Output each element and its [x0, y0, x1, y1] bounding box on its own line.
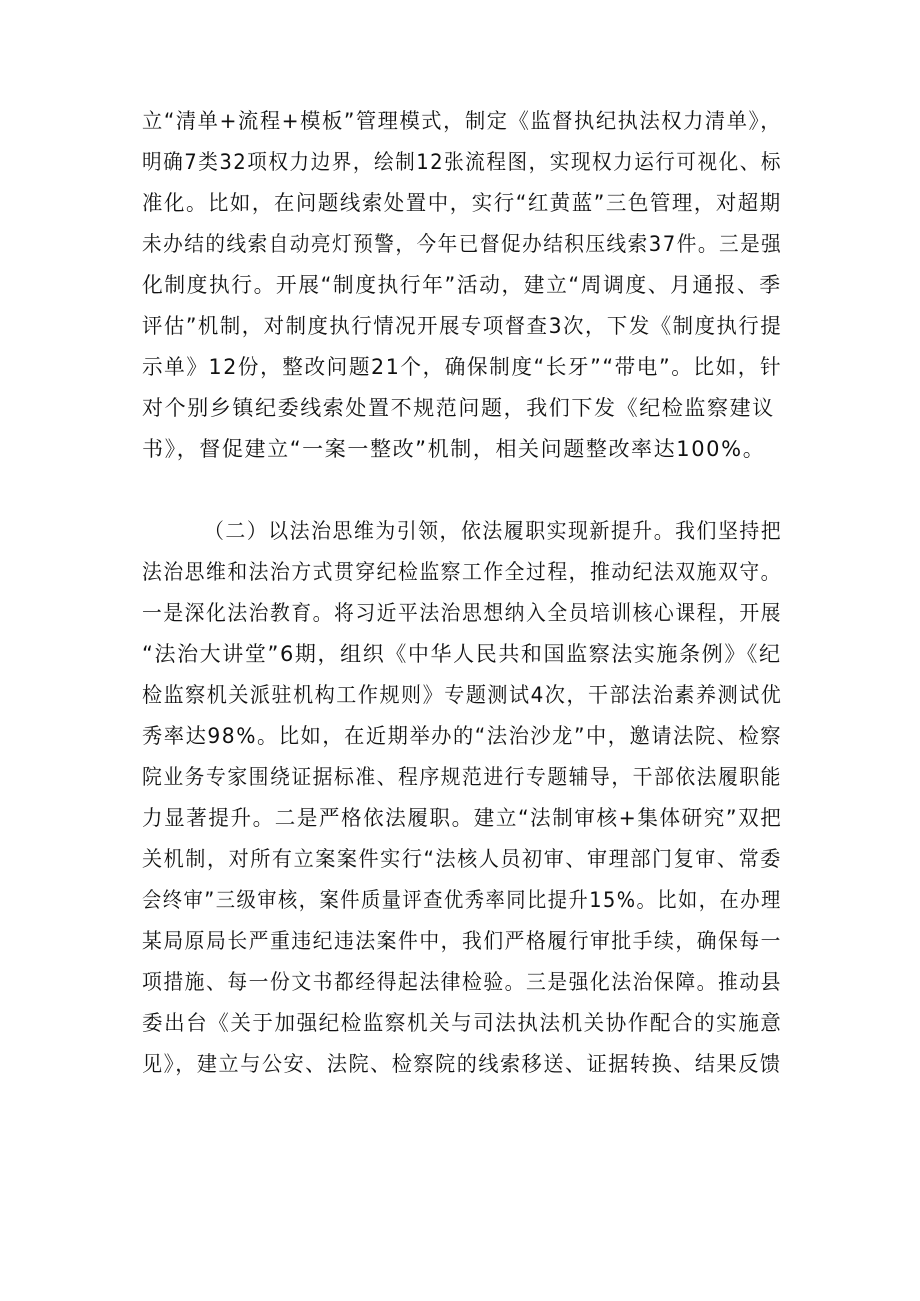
text-line: 化制度执行。开展“制度执行年”活动，建立“周调度、月通报、季 [142, 273, 782, 297]
text-line: 明确7类32项权力边界，绘制12张流程图，实现权力运行可视化、标 [142, 150, 783, 174]
text-line: 书》，督促建立“一案一整改”机制，相关问题整改率达100%。 [142, 437, 766, 461]
text-line: 委出台《关于加强纪检监察机关与司法执法机关协作配合的实施意 [142, 1011, 783, 1035]
text-line: 见》，建立与公安、法院、检察院的线索移送、证据转换、结果反馈 [142, 1052, 782, 1076]
text-line: 秀率达98%。比如，在近期举办的“法治沙龙”中，邀请法院、检察 [142, 724, 783, 748]
paragraph-start-line: （二）以法治思维为引领，依法履职实现新提升。我们坚持把 [204, 519, 783, 543]
text-line: 项措施、每一份文书都经得起法律检验。三是强化法治保障。推动县 [142, 970, 782, 994]
text-line: 法治思维和法治方式贯穿纪检监察工作全过程，推动纪法双施双守。 [142, 560, 782, 584]
text-line: 关机制，对所有立案案件实行“法核人员初审、审理部门复审、常委 [142, 847, 782, 871]
text-line: 会终审”三级审核，案件质量评查优秀率同比提升15%。比如，在办理 [142, 888, 782, 912]
text-line: 某局原局长严重违纪违法案件中，我们严格履行审批手续，确保每一 [142, 929, 782, 953]
text-line: 未办结的线索自动亮灯预警，今年已督促办结积压线索37件。三是强 [142, 232, 783, 256]
text-line: 院业务专家围绕证据标准、程序规范进行专题辅导，干部依法履职能 [142, 765, 782, 789]
text-line: 力显著提升。二是严格依法履职。建立“法制审核+集体研究”双把 [142, 806, 783, 830]
text-line: 示单》12份，整改问题21个，确保制度“长牙”“带电”。比如，针 [142, 355, 783, 379]
text-line: 准化。比如，在问题线索处置中，实行“红黄蓝”三色管理，对超期 [142, 191, 782, 215]
text-line: 立“清单+流程+模板”管理模式，制定《监督执纪执法权力清单》， [142, 109, 783, 133]
text-line: 评估”机制，对制度执行情况开展专项督查3次，下发《制度执行提 [142, 314, 783, 338]
text-line: 对个别乡镇纪委线索处置不规范问题，我们下发《纪检监察建议 [142, 396, 775, 420]
text-line: 检监察机关派驻机构工作规则》专题测试4次，干部法治素养测试优 [142, 683, 783, 707]
text-line: “法治大讲堂”6期，组织《中华人民共和国监察法实施条例》《纪 [142, 642, 782, 666]
text-line: 一是深化法治教育。将习近平法治思想纳入全员培训核心课程，开展 [142, 601, 782, 625]
